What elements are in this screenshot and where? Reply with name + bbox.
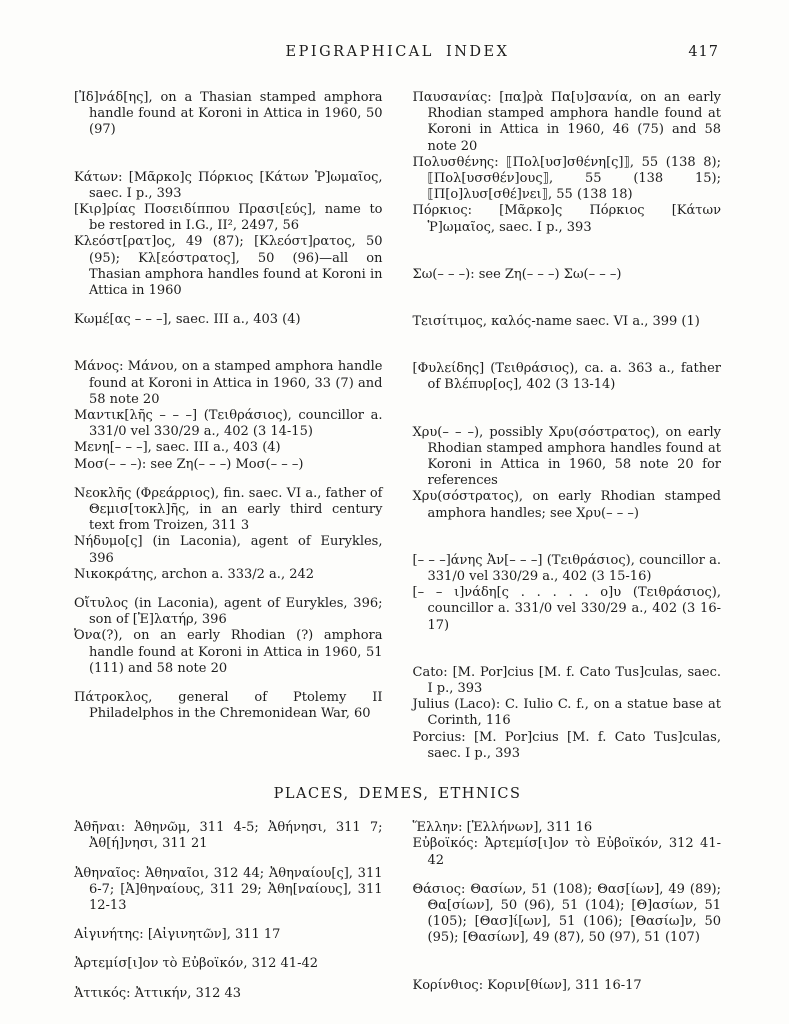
- index-entry: Κορίνθιος: Κοριν[θίων], 311 16-17: [412, 977, 642, 993]
- index-entry: Κλεόστ[ρατ]ος, 49 (87); [Κλεόστ]ρατος, 50 (95); Κλ[εόστρατος], 50 (96)—all on Thasian amphora handles found at Koroni in Attica in 1960: [74, 234, 383, 299]
- index-entry: Ἀρτεμίσ[ι]ον τὸ Εὐβοϊκόν, 312 41-42: [74, 956, 319, 972]
- index-entry: Cato: [M. Por]cius [M. f. Cato Tus]culas, saec. I p., 393: [412, 664, 721, 697]
- epigraphical-index-section: [74, 90, 721, 762]
- index-entry: Πάτροκλος, general of Ptolemy II Philadelphos in the Chremonidean War, 60: [74, 690, 383, 722]
- index-entry: Νικοκράτης, archon a. 333/2 a., 242: [74, 566, 315, 582]
- index-entry: Μενη[– – –], saec. III a., 403 (4): [74, 440, 281, 456]
- index-entry: Οἴτυλος (in Laconia), agent of Eurykles, 396; son of [Ἐ]λατήρ, 396: [74, 596, 383, 628]
- index-entry: [Κιρ]ρίας Ποσειδίππου Πρασι[εύς], name to be restored in I.G., II², 2497, 56: [74, 202, 383, 234]
- index-entry: Ἀττικός: Ἀττικήν, 312 43: [74, 985, 242, 1001]
- index-entry: Εὐβοϊκός: Ἀρτεμίσ[ι]ον τὸ Εὐβοϊκόν, 312 41-42: [412, 836, 721, 868]
- page-number: 417: [688, 44, 719, 60]
- index-entry: [– – –]άνης Ἀν[– – –] (Τειθράσιος), councillor a. 331/0 vel 330/29 a., 402 (3 15-16): [412, 552, 721, 585]
- index-entry: Σω(– – –): see Ζη(– – –) Σω(– – –): [412, 266, 622, 282]
- index-entry: Julius (Laco): C. Iulio C. f., on a statue base at Corinth, 116: [412, 697, 721, 729]
- index-entry: Μάνος: Μάνου, on a stamped amphora handle found at Koroni in Attica in 1960, 33 (7) and 58 note 20: [74, 359, 383, 407]
- index-entry: [Φυλείδης] (Τειθράσιος), ca. a. 363 a., father of Βλέπυρ[ος], 402 (3 13-14): [412, 361, 721, 393]
- index-entry: Νεοκλῆς (Φρεάρριος), fin. saec. VI a., father of Θεμισ[τοκλ]ῆς, in an early third century text from Troizen, 311 3: [74, 485, 383, 534]
- index-entry: Μαντικ[λῆς – – –] (Τειθράσιος), councillor a. 331/0 vel 330/29 a., 402 (3 14-15): [74, 408, 383, 440]
- index-entry: [– – ι]νάδη[ς . . . . . ο]υ (Τειθράσιος), councillor a. 331/0 vel 330/29 a., 402 (3 16-17): [412, 585, 721, 633]
- index-right-column: [413, 90, 722, 762]
- running-title: EPIGRAPHICAL INDEX: [285, 44, 510, 60]
- index-entry: Ὀνα(?), on an early Rhodian (?) amphora handle found at Koroni in Attica in 1960, 51 (111) and 58 note 20: [74, 628, 383, 676]
- index-entry: Χρυ(– – –), possibly Χρυ(σόστρατος), on early Rhodian stamped amphora handles found at Koroni in Attica in 1960, 58 note 20 for references: [412, 424, 721, 489]
- index-entry: Πόρκιος: [Μᾶρκο]ς Πόρκιος [Κάτων Ῥ]ωμαῖος, saec. I p., 393: [412, 203, 721, 235]
- index-entry: Ἕλλην: [Ἑλλήνων], 311 16: [412, 820, 593, 836]
- places-right-column: [413, 820, 722, 994]
- index-entry: Κάτων: [Μᾶρκο]ς Πόρκιος [Κάτων Ῥ]ωμαῖος, saec. I p., 393: [74, 169, 383, 201]
- index-entry: Παυσανίας: [πα]ρὰ Πα[υ]σανία, on an early Rhodian stamped amphora handle found at Koroni in Attica in 1960, 46 (75) and 58 note 20: [412, 90, 721, 154]
- index-entry: Πολυσθένης: ⟦Πολ[υσ]σθένη[ς]⟧, 55 (138 8); ⟦Πολ[υσσθέν]ους⟧, 55 (138 15); ⟦Π[ο]λυσ[σθέ]νει⟧, 55 (138 18): [412, 154, 721, 203]
- index-entry: Κωμέ[ας – – –], saec. III a., 403 (4): [74, 312, 301, 328]
- index-entry: Χρυ(σόστρατος), on early Rhodian stamped amphora handles; see Χρυ(– – –): [412, 489, 721, 521]
- index-entry: Θάσιος: Θασίων, 51 (108); Θασ[ίων], 49 (89); Θα[σίων], 50 (96), 51 (104); [Θ]ασίων, 51 (105); [Θασ]ί[ων], 51 (106); [Θασίω]ν, 50 (95); [Θασίων], 49 (87), 50 (97), 51 (107): [412, 881, 721, 946]
- index-entry: Τεισίτιμος, καλός-name saec. VI a., 399 (1): [412, 314, 700, 330]
- page-header: [74, 44, 721, 64]
- places-left-column: [74, 820, 383, 1002]
- index-entry: Αἰγινήτης: [Αἰγινητῶν], 311 17: [74, 927, 281, 943]
- index-entry: [Ἰδ]νάδ[ης], on a Thasian stamped amphora handle found at Koroni in Attica in 1960, 50 (97): [74, 90, 383, 138]
- index-left-column: [74, 90, 383, 723]
- index-entry: Ἀθῆναι: Ἀθηνῶμ, 311 4-5; Ἀθήνησι, 311 7; Ἀθ[ή]νησι, 311 21: [74, 820, 383, 852]
- places-section-title: PLACES, DEMES, ETHNICS: [273, 786, 522, 803]
- places-demes-ethnics-section: [74, 820, 721, 1002]
- index-entry: Porcius: [M. Por]cius [M. f. Cato Tus]culas, saec. I p., 393: [412, 729, 721, 761]
- index-entry: Μοσ(– – –): see Ζη(– – –) Μοσ(– – –): [74, 456, 304, 472]
- index-entry: Νήδυμο[ς] (in Laconia), agent of Eurykles, 396: [74, 534, 383, 566]
- index-entry: Ἀθηναῖος: Ἀθηναῖοι, 312 44; Ἀθηναίου[ς], 311 6-7; [Ἀ]θηναίους, 311 29; Ἀθη[ναίους], 311 12-13: [74, 865, 383, 913]
